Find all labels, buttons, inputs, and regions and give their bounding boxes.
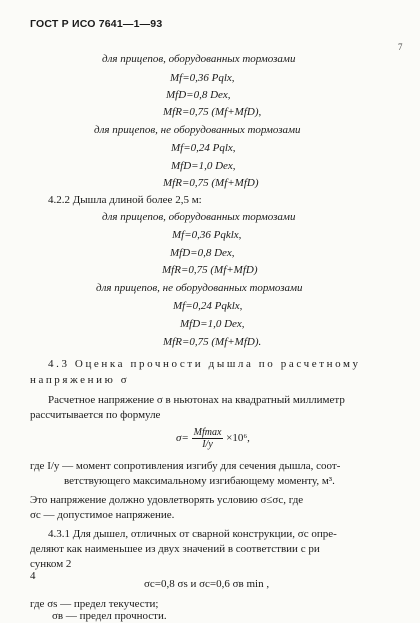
paragraph: Расчетное напряжение σ в ньютонах на квадратный миллиметр [48,394,345,406]
formula-mfd: MfD=1,0 Dex, [180,318,245,330]
fraction [192,427,224,450]
formula-mfd: MfD=1,0 Dex, [171,160,236,172]
paragraph: сунком 2 [30,558,72,570]
paragraph: где I/y — момент сопротивления изгибу для сечения дышла, соот- [30,460,341,472]
margin-mark: 7 [398,42,403,52]
formula-mfd: MfD=0,8 Dex, [170,247,235,259]
section-4-2-2: 4.2.2 Дышла длиной более 2,5 м: [48,194,202,206]
formula-sigma-c: σc=0,8 σs и σc=0,6 σв min , [144,578,270,590]
paragraph: ветствующего максимальному изгибающему моменту, м³. [64,475,335,487]
page-header: ГОСТ Р ИСО 7641—1—93 [30,18,163,30]
formula-mfr: MfR=0,75 (Mf+MfD). [163,336,262,348]
fraction-numerator: Mfmax [193,427,222,438]
formula-mf: Mf=0,36 Pqklx, [172,229,242,241]
formula-mf: Mf=0,24 Pqlx, [171,142,236,154]
formula-mfd: MfD=0,8 Dex, [166,89,231,101]
paragraph: σв — предел прочности. [52,610,167,622]
formula-mfr: MfR=0,75 (Mf+MfD) [162,264,258,276]
section-4-3-1: 4.3.1 Для дышел, отличных от сварной конструкции, σc опре- [48,528,337,540]
sigma-formula [176,427,250,450]
condition-unbraked: для прицепов, не оборудованных тормозами [96,282,303,294]
page-number: 4 [30,570,36,582]
formula-mfr: MfR=0,75 (Mf+MfD) [163,177,259,189]
sigma-lhs: σ= [176,432,189,445]
fraction-denominator: I/y [202,439,213,450]
formula-mf: Mf=0,24 Pqklx, [173,300,243,312]
formula-mfr: MfR=0,75 (Mf+MfD), [163,106,262,118]
condition-braked: для прицепов, оборудованных тормозами [102,211,296,223]
sigma-rhs: ×10⁶, [226,432,250,445]
paragraph: σc — допустимое напряжение. [30,509,175,521]
paragraph: рассчитывается по формуле [30,409,161,421]
paragraph: деляют как наименьшее из двух значений в соответствии с ри [30,543,320,555]
section-4-3-title-cont: напряжению σ [30,374,130,386]
section-4-3-title: 4.3 Оценка прочности дышла по расчетному [48,358,361,370]
formula-mf: Mf=0,36 Pqlx, [170,72,235,84]
paragraph: где σs — предел текучести; [30,598,159,610]
condition-braked: для прицепов, оборудованных тормозами [102,53,296,65]
paragraph: Это напряжение должно удовлетворять условию σ≤σc, где [30,494,304,506]
condition-unbraked: для прицепов, не оборудованных тормозами [94,124,301,136]
